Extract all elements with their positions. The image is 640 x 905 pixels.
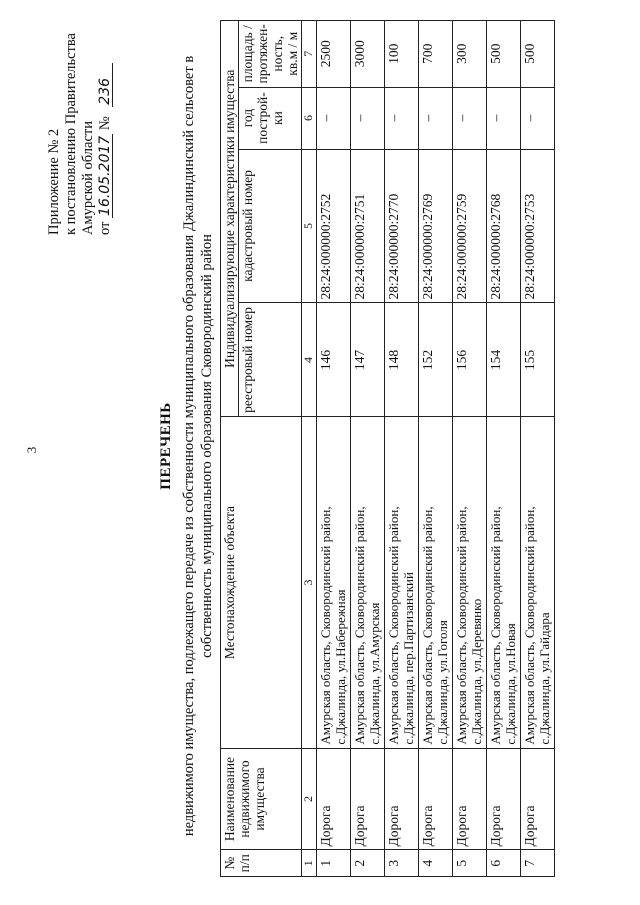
cell-name: Дорога [521,748,555,850]
appendix-line-2: к постановлению Правительства [63,33,79,235]
appendix-line-3: Амурской области [80,121,96,235]
cell-location [521,417,555,748]
cell-name: Дорога [419,748,453,850]
table-row [487,21,521,877]
cell-area: 500 [487,21,521,88]
handwritten-number: 236 [98,63,113,107]
cell-location [317,417,351,748]
col-number: 6 [302,87,317,149]
cell-year: – [385,87,419,149]
cell-year: – [521,87,555,149]
cell-year: – [453,87,487,149]
cell-location [351,417,385,748]
cell-location [419,417,453,748]
location-line-2: с.Джалинда, ул.Гайдара [537,612,552,745]
page-number: 3 [24,446,39,454]
cell-registry: 152 [419,303,453,417]
header-registry: реестровый номер [239,303,302,417]
cell-num: 3 [385,850,419,877]
document-title: ПЕРЕЧЕНЬ [158,402,174,490]
cell-year: – [351,87,385,149]
col-number: 2 [302,748,317,850]
cell-name: Дорога [453,748,487,850]
cell-registry: 155 [521,303,555,417]
cell-cadastral: 28:24:000000:2753 [521,149,555,303]
cell-num: 1 [317,850,351,877]
cell-registry: 147 [351,303,385,417]
appendix-header [46,15,114,235]
column-number-row [302,21,317,877]
property-table [220,20,555,877]
cell-area: 700 [419,21,453,88]
cell-num: 5 [453,850,487,877]
cell-location [385,417,419,748]
cell-location [487,417,521,748]
cell-area: 2500 [317,21,351,88]
cell-cadastral: 28:24:000000:2759 [453,149,487,303]
cell-num: 7 [521,850,555,877]
location-line-2: с.Джалинда, ул.Новая [503,623,518,745]
subtitle-line-2: собственность муниципального образования Сковородинский район [199,234,215,658]
handwritten-date: 16.05.2017 [97,135,113,216]
location-line-1: Амурская область, Сковородинский район, [420,506,435,745]
table-row [419,21,453,877]
cell-num: 6 [487,850,521,877]
header-location: Местонахождение объекта [221,417,302,748]
col-number: 7 [302,21,317,88]
cell-area: 3000 [351,21,385,88]
cell-cadastral: 28:24:000000:2752 [317,149,351,303]
location-line-1: Амурская область, Сковородинский район, [318,506,333,745]
cell-year: – [317,87,351,149]
cell-registry: 156 [453,303,487,417]
col-number: 4 [302,303,317,417]
col-number: 5 [302,149,317,303]
cell-year: – [487,87,521,149]
header-year: год построй-ки [239,87,302,149]
cell-name: Дорога [487,748,521,850]
cell-num: 2 [351,850,385,877]
header-characteristics: Индивидуализирующие характеристики имущества [221,21,239,418]
cell-area: 100 [385,21,419,88]
location-line-2: с.Джалинда, ул.Деревянко [469,598,484,745]
table-row [317,21,351,877]
header-cadastral: кадастровый номер [239,149,302,303]
table-row [351,21,385,877]
location-line-1: Амурская область, Сковородинский район, [488,506,503,745]
date-prefix: от [97,221,113,235]
cell-area: 300 [453,21,487,88]
location-line-1: Амурская область, Сковородинский район, [454,506,469,745]
location-line-2: с.Джалинда, ул.Гоголя [435,620,450,745]
cell-registry: 146 [317,303,351,417]
appendix-line-1: Приложение № 2 [46,128,62,235]
location-line-1: Амурская область, Сковородинский район, [522,506,537,745]
header-area: площадь / протяжен-ность, кв.м / м [239,21,302,88]
col-number: 1 [302,850,317,877]
appendix-date-line [97,15,114,235]
location-line-2: с.Джалинда, пер.Партизанский [401,572,416,745]
cell-num: 4 [419,850,453,877]
location-line-1: Амурская область, Сковородинский район, [386,506,401,745]
table-row [453,21,487,877]
location-line-1: Амурская область, Сковородинский район, [352,506,367,745]
cell-location [453,417,487,748]
table-row [385,21,419,877]
location-line-2: с.Джалинда, ул.Набережная [333,589,348,745]
number-prefix: № [97,116,113,131]
cell-registry: 148 [385,303,419,417]
cell-name: Дорога [317,748,351,850]
cell-cadastral: 28:24:000000:2769 [419,149,453,303]
cell-year: – [419,87,453,149]
cell-cadastral: 28:24:000000:2751 [351,149,385,303]
cell-cadastral: 28:24:000000:2768 [487,149,521,303]
cell-registry: 154 [487,303,521,417]
cell-name: Дорога [385,748,419,850]
header-num: № п/п [221,850,302,877]
cell-area: 500 [521,21,555,88]
cell-cadastral: 28:24:000000:2770 [385,149,419,303]
header-name: Наименование недвижимого имущества [221,748,302,850]
subtitle-line-1: недвижимого имущества, подлежащего передаче из собственности муниципального образования Джалиндинский сельсовет в [181,55,197,837]
col-number: 3 [302,417,317,748]
rotated-page-content [0,15,640,895]
table-row [521,21,555,877]
location-line-2: с.Джалинда, ул.Амурская [367,602,382,745]
cell-name: Дорога [351,748,385,850]
